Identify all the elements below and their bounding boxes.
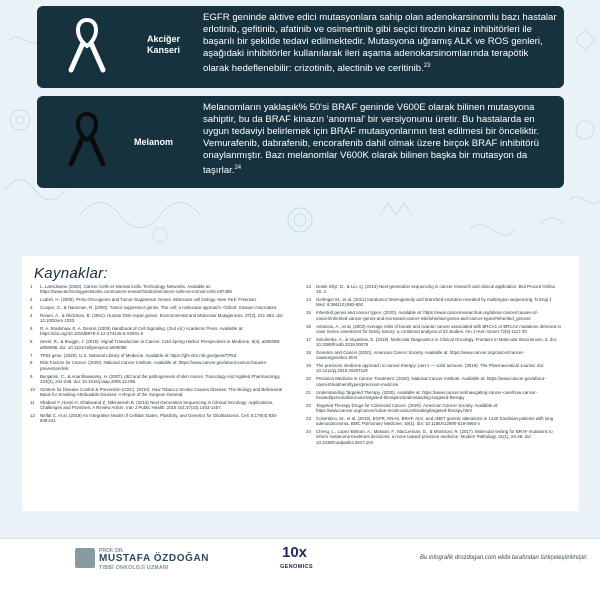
reference-text: Genetics and Cancer (2020). American Cancer Society. Available at: https://www.cancer.org/cancer/cancer-causes/genetics.html (316, 349, 525, 361)
card-text (203, 102, 557, 178)
black-ribbon-icon (65, 110, 109, 168)
reference-text: Cheng, L., Lopez-Beltran, A., Massari, F., MacLennan, G., & Montironi, R. (2017). Molecular testing for BRAF mutations to inform melanoma treatment decisions: a move toward precision medicine. Modern Pathology, 31(1), 24-38. doi: 10.1038/modpathol.2017.104 (316, 429, 553, 445)
reference-number: 7 (30, 352, 33, 358)
reference-item (30, 387, 286, 398)
reference-item (30, 413, 286, 424)
lung-cancer-card (37, 6, 564, 88)
reference-item (30, 400, 286, 411)
reference-number: 13 (306, 284, 311, 289)
ribbon-column (37, 6, 147, 88)
reference-text: Shabani F, Hosni H, Ghalavand Z, Nikmanesh B. (2018) Next Generation Sequencing in Clinical Oncology: Applications, Challenges and Promises: A Review Article. Iran J Public Health. 2018 Oct;47(10):1453-1457. (40, 399, 274, 411)
card-text-body: EGFR geninde aktive edici mutasyonlara sahip olan adenokarsinomlu bazı hastalar erlotinib, gefitinib, afatinib ve osimertinib gibi seçici tirozin kinaz inhibitörleri ile başarılı bir şekilde tedavi edilmektedir. Mutasyona uğramış ALK ve ROS genleri, aşağıdaki inhibitörler kullanılarak ileri aşama adenokarsinomlarında terapötik olarak hedeflenebilir: crizotinib, alectinib ve ceritinib. (203, 12, 557, 75)
reference-number: 12 (30, 413, 35, 419)
reference-text: Benjamin, C., & Ananthaswamy, H. (2007). p53 and the pathogenesis of skin cancer. Toxicology And Applied Pharmacology, 224(3), 241-248. doi: 10.1016/j.taap.2006.12.006 (40, 373, 281, 384)
footer (0, 538, 600, 590)
credit-text: Bu infografik drozdogan.com ekibi tarafından türkçeleştirilmiştir. (419, 555, 588, 561)
cancer-label: Akciğer Kanseri (147, 34, 181, 55)
author-name: MUSTAFA ÖZDOĞAN (99, 553, 210, 564)
reference-item (306, 416, 562, 427)
reference-number: 9 (30, 373, 33, 379)
reference-number: 3 (30, 305, 33, 311)
reference-text: Nelfat C, et al. (2019) An Integrative Model of Cellular States, Plasticity, and Genetics for Glioblastoma. Cell. 8;178(4):835-849.e21 (40, 413, 278, 424)
reference-text: L. Lansdowne (2020). Cancer Cells vs Normal Cells. Technology Networks. Available at: https://www.technologynetworks.com/cancer-research/articles/cancer-cells-vs-normal-cells-297388 (40, 284, 232, 295)
reference-number: 10 (30, 386, 35, 392)
reference-text: Targeted Therapy Drugs for Colorectal Cancer. (2020). American Cancer Society. Available at: https://www.cancer.org/cancer/colon-rectal-cancer/treating/targeted-therapy.html (316, 402, 499, 413)
card-ref-number: 23 (423, 63, 431, 70)
card-ref-number: 24 (234, 165, 242, 172)
reference-item (306, 429, 562, 445)
reference-item (30, 305, 286, 310)
reference-number: 4 (30, 312, 33, 318)
reference-text: Colombino, M., et al. (2019). EGFR, KRAS, BRAF, ALK, and cMET genetic alterations in 1440 Sardinian patients with lung adenocarcinoma. BMC Pulmonary Medicine, 19(1). doi: 10.1186/s12890-019-0964-x (316, 415, 554, 427)
reference-number: 5 (30, 326, 33, 332)
reference-item (306, 284, 562, 295)
footer-divider (0, 538, 600, 539)
reference-number: 24 (306, 429, 311, 435)
reference-text: Antoniou, A., et al. (2003) Average risks of breast and ovarian cancer associated with BRCA1 or BRCA2 mutations detected in case Series unselected for family history: a combined analysis of 22 studies. Am J Hum Genet 72(5):1117-30 (316, 323, 561, 334)
reference-text: Gerlinger M., et al. (2012) Intratumor heterogeneity and branched evolution revealed by multiregion sequencing. N Engl J Med. 8;366(10):883-892 (316, 297, 552, 308)
reference-text: Ronen, A., & Glickman, B. (2001). Human DNA repair genes. Environmental and Molecular Mutagenesis, 37(3), 241-283. doi: 10.1002/em.1033 (40, 312, 284, 324)
reference-text: R. A. Bradshaw, E. A. Dennis (2009) Handbook of Cell Signaling. (2nd ed.) Academic Press. Available at: https://doi.org/10.1016/B978-0-12-374145-5.X0001-0 (40, 326, 244, 337)
reference-item (306, 390, 562, 401)
reference-text: The precision medicine approach to cancer therapy: part 1 — solid tumours. (2019). The Pharmaceutical Journal. doi: 10.1211/pj.2019.20207119 (316, 363, 545, 374)
brand-name: GENOMICS (280, 564, 313, 570)
reference-number: 18 (306, 349, 311, 355)
reference-number: 21 (306, 389, 311, 395)
author-title: TIBBİ ONKOLOJİ UZMANI (99, 565, 169, 571)
reference-item (30, 313, 286, 324)
card-text-body: Melanomların yaklaşık% 50'si BRAF geninde V600E olarak bilinen mutasyona sahiptir, bu da BRAF kinazın 'anormal' bir versiyonunu üretir. Bu hastalarda en uygun tedaviyi belirlemek için BRAF mutasyonlarının test edilmesi bir önceliktir. Vemurafenib, dabrafenib, encorafenib dahil olmak üzere birçok BRAF inhibitörü onaylanmıştır. Bazı melanomlar V600K olarak bilinen başka bir mutasyon da taşırlar. (203, 102, 539, 177)
reference-number: 17 (306, 336, 311, 342)
reference-text: Centers for Disease Control & Prevention (CDC). (2010). How Tobacco Smoke Causes Disease: The Biology and Behavioral Basis for Smoking-Attributable Disease: A Report of the Surgeon General. (40, 386, 283, 398)
reference-item (306, 403, 562, 414)
reference-item (306, 297, 562, 308)
reference-text: Risk Factors for Cancer. (2020). National Cancer Institute. Available at: https://www.cancer.gov/about-cancer/causes-prevention/risk (40, 360, 268, 371)
reference-text: Sokolenko, A., & Imyanitov, E. (2018). Molecular Diagnostics in Clinical Oncology. Frontiers in Molecular Biosciences, 5. doi: 10.3389/fmolb.2018.00076 (316, 336, 557, 348)
reference-item (30, 353, 286, 358)
references-left-column (30, 284, 286, 426)
reference-number: 23 (306, 415, 311, 421)
card-text (203, 12, 557, 76)
references-right-column (306, 284, 562, 448)
reference-number: 11 (30, 399, 35, 405)
melanoma-card (37, 96, 564, 188)
reference-number: 6 (30, 339, 33, 345)
reference-item (30, 360, 286, 371)
reference-number: 2 (30, 297, 33, 303)
author-logo-icon (75, 548, 95, 568)
reference-item (30, 297, 286, 302)
reference-item (306, 350, 562, 361)
reference-number: 1 (30, 284, 33, 289)
reference-number: 15 (306, 310, 311, 316)
reference-item (30, 284, 286, 295)
author-prefix: PROF. DR. (99, 548, 124, 554)
reference-item (30, 326, 286, 337)
reference-text: Dotek Shyr, D., & Liu, Q. (2013) Next generation sequencing in cancer research and clinical application. Biol Proced Online. 15: 4. (316, 284, 557, 295)
references-title: Kaynaklar: (34, 265, 108, 282)
ribbon-column (37, 96, 147, 188)
reference-item (306, 376, 562, 387)
reference-text: Understanding Targeted Therapy. (2020). Available at: https://www.cancer.net/navigating-cancer-care/how-cancer-treated/personalized-and-targeted-therapies/understanding-targeted-therapy (316, 389, 538, 400)
reference-number: 16 (306, 323, 311, 329)
reference-number: 19 (306, 363, 311, 369)
reference-item (30, 339, 286, 350)
reference-number: 20 (306, 376, 311, 382)
references-panel (22, 256, 579, 511)
reference-item (306, 324, 562, 335)
reference-text: Cooper, G., & Hausman, R. (2000). Tumor suppressor genes. The cell; a molecular approach. Oxford: Sinauer Associates. (40, 305, 278, 311)
reference-number: 14 (306, 297, 311, 303)
reference-text: Precision Medicine in Cancer Treatment. (2020). National Cancer Institute. Available at: https://www.cancer.gov/about-cancer/treatment/types/precision-medicine (316, 376, 546, 387)
reference-text: TP53 gene. (2020). U.S. National Library of Medicine. Available at: https://ghr.nlm.nih.gov/gene/TP53 (40, 352, 237, 358)
cancer-label: Melanom (134, 137, 174, 147)
reference-item (306, 337, 562, 348)
reference-item (30, 374, 286, 385)
white-ribbon-icon (65, 16, 109, 74)
reference-item (306, 310, 562, 321)
reference-text: Lodish, H. (2000). Proto-Oncogenes and Tumor-Suppressor Genes. Molecular cell biology. New York: Freeman. (40, 297, 258, 303)
reference-number: 8 (30, 360, 33, 366)
brand-logo: 10x (282, 544, 308, 561)
reference-item (306, 363, 562, 374)
reference-text: Inherited genes and cancer types. (2020). Available at: https://www.cancerresearchuk.org/about-cancer/causes-of-cancer/inherited-cancer-genes-and-increased-cancer-risk/inherited-genes-and-cancer-types#inherited_genes0 (316, 310, 539, 321)
reference-number: 22 (306, 402, 311, 408)
reference-text: Sever, R., & Brugge, J. (2015). Signal Transduction in Cancer. Cold Spring Harbor Perspectives in Medicine, 5(4), a006098-a006098. doi: 10.1101/cshperspect.a006098 (40, 339, 281, 350)
